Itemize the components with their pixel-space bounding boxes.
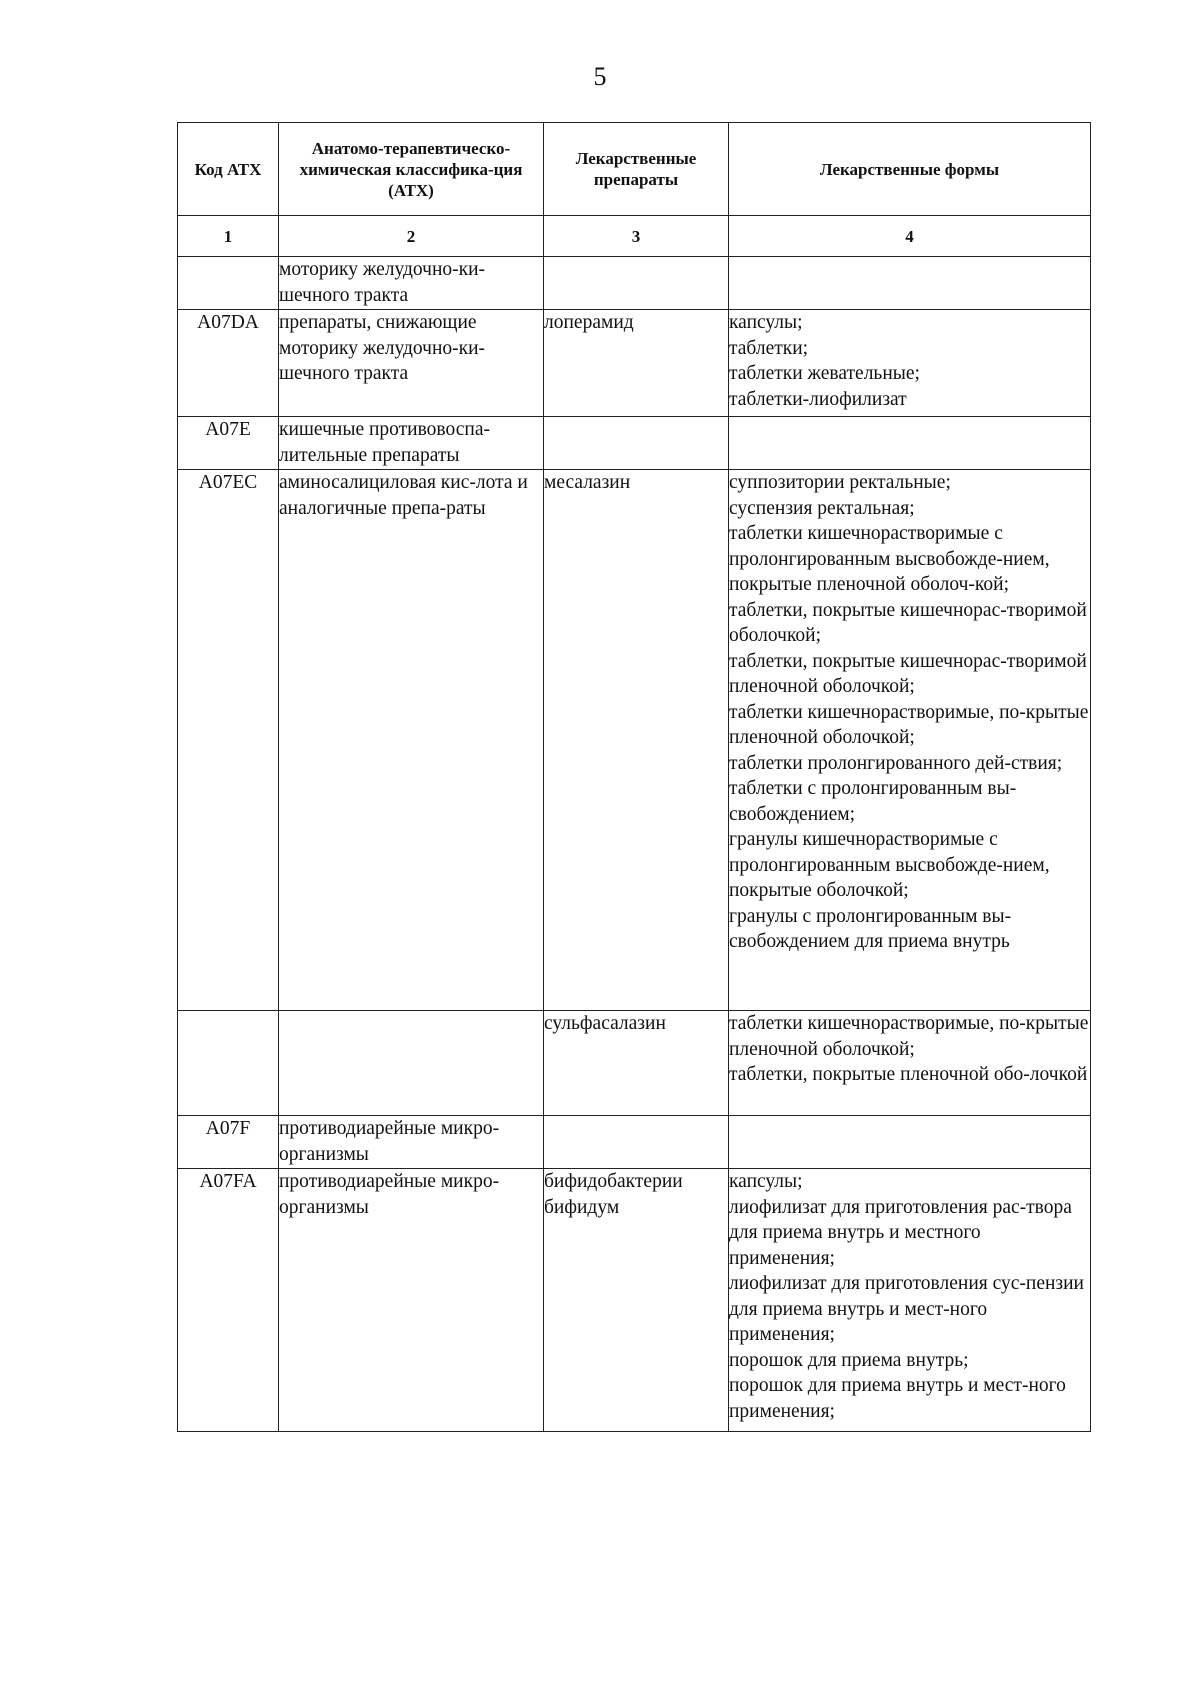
- dosage-form-item: таблетки с пролонгированным вы-свобождением;: [729, 778, 1017, 825]
- drug-cell: [544, 257, 729, 310]
- atc-code-cell: [178, 257, 279, 310]
- dosage-form-item: таблетки кишечнорастворимые, по-крытые пленочной оболочкой;: [729, 1013, 1089, 1060]
- header-dosage-forms: Лекарственные формы: [729, 123, 1091, 216]
- dosage-form-item: таблетки, покрытые кишечнорас-творимой оболочкой;: [729, 599, 1087, 646]
- dosage-form-item: порошок для приема внутрь;: [729, 1349, 969, 1371]
- dosage-forms-cell: [729, 257, 1091, 310]
- dosage-form-item: лиофилизат для приготовления рас-твора для приема внутрь и местного применения;: [729, 1196, 1072, 1269]
- classification-cell: аминосалициловая кис-лота и аналогичные препа-раты: [279, 470, 544, 1011]
- column-number: 4: [729, 216, 1091, 257]
- atc-code-cell: A07E: [178, 417, 279, 470]
- dosage-forms-cell: [729, 417, 1091, 470]
- table-header-row: [178, 123, 1091, 216]
- classification-cell: противодиарейные микро-организмы: [279, 1169, 544, 1432]
- classification-cell: [279, 1011, 544, 1116]
- table-row: [178, 470, 1091, 1011]
- table-row: [178, 1116, 1091, 1169]
- dosage-forms-cell: [729, 470, 1091, 1011]
- dosage-form-item: гранулы с пролонгированным вы-свобождением для приема внутрь: [729, 905, 1012, 952]
- table-row: [178, 1011, 1091, 1116]
- page-number: 5: [593, 62, 607, 91]
- dosage-form-item: таблетки, покрытые пленочной обо-лочкой: [729, 1064, 1088, 1085]
- drug-cell: лоперамид: [544, 310, 729, 417]
- drug-cell: [544, 417, 729, 470]
- drug-cell: [544, 1116, 729, 1169]
- dosage-form-item: таблетки кишечнорастворимые с пролонгированным высвобожде-нием, покрытые пленочной оболоч-кой;: [729, 523, 1050, 595]
- table-row: [178, 310, 1091, 417]
- dosage-form-item: суспензия ректальная;: [729, 497, 915, 519]
- dosage-forms-cell: [729, 1011, 1091, 1116]
- dosage-form-item: таблетки пролонгированного дей-ствия;: [729, 752, 1063, 774]
- dosage-forms-cell: [729, 1116, 1091, 1169]
- dosage-form-item: таблетки, покрытые кишечнорас-творимой пленочной оболочкой;: [729, 650, 1087, 697]
- atc-table: [177, 122, 1091, 1432]
- header-atc-code: Код АТХ: [178, 123, 279, 216]
- classification-cell: препараты, снижающие моторику желудочно-ки-шечного тракта: [279, 310, 544, 417]
- dosage-form-item: таблетки кишечнорастворимые, по-крытые пленочной оболочкой;: [729, 701, 1089, 748]
- dosage-form-item: порошок для приема внутрь и мест-ного применения;: [729, 1375, 1066, 1422]
- atc-code-cell: A07EC: [178, 470, 279, 1011]
- header-atc-classification: Анатомо-терапевтическо-химическая классифика-ция (АТХ): [279, 123, 544, 216]
- table-row: [178, 1169, 1091, 1432]
- dosage-form-item: капсулы;: [729, 312, 803, 333]
- atc-code-cell: A07DA: [178, 310, 279, 417]
- dosage-forms-cell: [729, 310, 1091, 417]
- column-number: 3: [544, 216, 729, 257]
- dosage-form-item: таблетки;: [729, 337, 809, 359]
- atc-code-cell: A07FA: [178, 1169, 279, 1432]
- drug-cell: сульфасалазин: [544, 1011, 729, 1116]
- atc-code-cell: [178, 1011, 279, 1116]
- dosage-form-item: капсулы;: [729, 1171, 803, 1192]
- drug-cell: бифидобактерии бифидум: [544, 1169, 729, 1432]
- classification-cell: кишечные противовоспа-лительные препараты: [279, 417, 544, 470]
- dosage-form-item: гранулы кишечнорастворимые с пролонгированным высвобожде-нием, покрытые оболочкой;: [729, 829, 1050, 901]
- table-row: [178, 257, 1091, 310]
- drug-cell: месалазин: [544, 470, 729, 1011]
- column-number-row: [178, 216, 1091, 257]
- table-row: [178, 417, 1091, 470]
- dosage-forms-cell: [729, 1169, 1091, 1432]
- header-drugs: Лекарственные препараты: [544, 123, 729, 216]
- column-number: 1: [178, 216, 279, 257]
- dosage-form-item: таблетки-лиофилизат: [729, 388, 907, 410]
- classification-cell: противодиарейные микро-организмы: [279, 1116, 544, 1169]
- dosage-form-item: суппозитории ректальные;: [729, 472, 951, 493]
- classification-cell: моторику желудочно-ки-шечного тракта: [279, 257, 544, 310]
- atc-code-cell: A07F: [178, 1116, 279, 1169]
- dosage-form-item: таблетки жевательные;: [729, 363, 920, 384]
- dosage-form-item: лиофилизат для приготовления сус-пензии для приема внутрь и мест-ного применения;: [729, 1273, 1084, 1345]
- column-number: 2: [279, 216, 544, 257]
